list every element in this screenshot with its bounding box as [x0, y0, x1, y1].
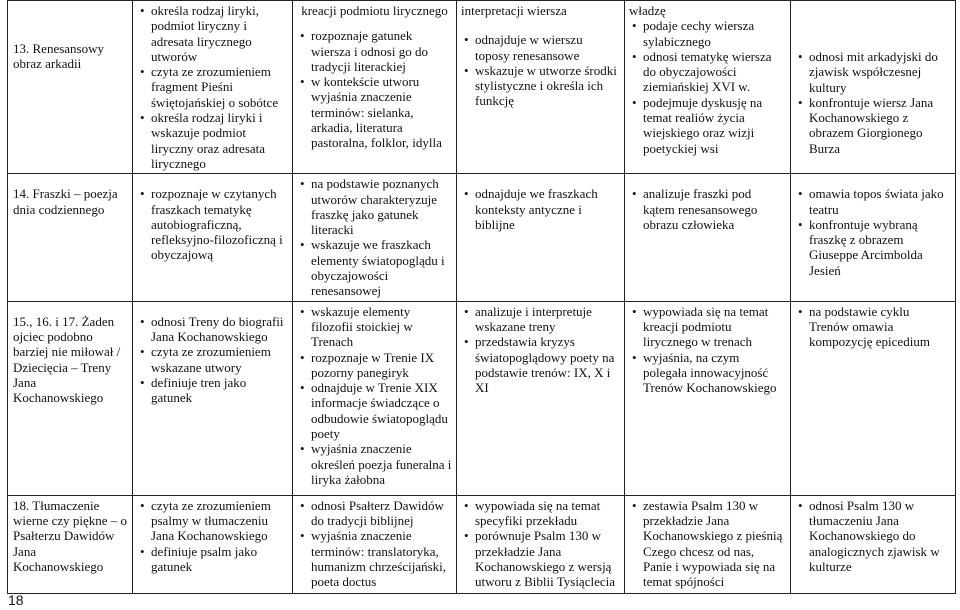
list-item: • odnajduje w wierszu toposy renesansowe	[475, 32, 620, 63]
requirements-cell	[625, 301, 791, 495]
requirements-cell	[791, 495, 956, 593]
list-item: • odnosi Psałterz Dawidów do tradycji biblijnej	[311, 498, 452, 529]
list-item: • odnosi tematykę wiersza do obyczajowości ziemiańskiej XVI w.	[643, 49, 786, 95]
table-row	[8, 495, 956, 593]
lesson-title-text: 18. Tłumaczenie wierne czy piękne – o Psałterzu Dawidów Jana Kochanowskiego	[13, 497, 128, 574]
list-item: • podejmuje dyskusję na temat realiów życia wiejskiego oraz wizji poetyckiej wsi	[643, 95, 786, 156]
requirements-cell	[791, 301, 956, 495]
requirements-cell	[293, 495, 457, 593]
list-item: • konfrontuje wiersz Jana Kochanowskiego z obrazem Giorgionego Burza	[809, 95, 951, 156]
list-item: • na podstawie cyklu Trenów omawia kompozycję epicedium	[809, 304, 951, 350]
list-item: • wyjaśnia, na czym polegała innowacyjność Trenów Kochanowskiego	[643, 350, 786, 396]
list-item: • czyta ze zrozumieniem psalmy w tłumaczeniu Jana Kochanowskiego	[151, 498, 288, 544]
list-item: • odnosi Treny do biografii Jana Kochanowskiego	[151, 314, 288, 345]
lesson-title-text: 15., 16. i 17. Żaden ojciec podobno barziej nie miłował / Dziecięcia – Treny Jana Kochanowskiego	[13, 313, 121, 406]
requirements-cell	[293, 1, 457, 174]
table-row	[8, 301, 956, 495]
list-item: • rozpoznaje w czytanych fraszkach tematykę autobiograficzną, refleksyjno-filozoficzną i obyczajową	[151, 186, 288, 262]
list-item: • czyta ze zrozumieniem wskazane utwory	[151, 344, 288, 375]
continued-text: władzę	[629, 3, 666, 18]
list-item: • określa rodzaj liryki, podmiot liryczny i adresata lirycznego utworów	[151, 3, 288, 64]
list-item: • podaje cechy wiersza sylabicznego	[643, 18, 786, 49]
list-item: • wskazuje we fraszkach elementy światopoglądu i obyczajowości renesansowej	[311, 237, 452, 298]
list-item: • zestawia Psalm 130 w przekładzie Jana Kochanowskiego z pieśnią Czego chcesz od nas, Panie i wypowiada się na temat spójności	[643, 498, 786, 590]
list-item: • rozpoznaje w Trenie IX pozorny panegiryk	[311, 350, 452, 381]
list-item: • określa rodzaj liryki i wskazuje podmiot liryczny oraz adresata lirycznego	[151, 110, 288, 171]
list-item: • wyjaśnia znaczenie terminów: translatoryka, humanizm chrześcijański, poeta doctus	[311, 528, 452, 589]
requirements-cell	[133, 1, 293, 174]
requirements-cell	[133, 495, 293, 593]
requirements-cell	[457, 1, 625, 174]
continued-text: interpretacji wiersza	[461, 3, 567, 18]
list-item: • odnosi mit arkadyjski do zjawisk współczesnej kultury	[809, 49, 951, 95]
requirements-cell	[625, 1, 791, 174]
list-item: • wypowiada się na temat kreacji podmiotu lirycznego w trenach	[643, 304, 786, 350]
list-item: • definiuje psalm jako gatunek	[151, 544, 288, 575]
page-number: 18	[8, 592, 24, 608]
list-item: • konfrontuje wybraną fraszkę z obrazem Giuseppe Arcimbolda Jesień	[809, 217, 951, 278]
list-item: • omawia topos świata jako teatru	[809, 186, 951, 217]
lesson-title	[8, 495, 133, 593]
lesson-title	[8, 174, 133, 301]
requirements-cell	[133, 174, 293, 301]
list-item: • analizuje fraszki pod kątem renesansowego obrazu człowieka	[643, 186, 786, 232]
list-item: • przedstawia kryzys światopoglądowy poety na podstawie trenów: IX, X i XI	[475, 334, 620, 395]
lesson-title-text: 14. Fraszki – poezja dnia codziennego	[13, 186, 118, 217]
requirements-cell	[293, 301, 457, 495]
requirements-cell	[457, 301, 625, 495]
list-item: • w kontekście utworu wyjaśnia znaczenie terminów: sielanka, arkadia, literatura pastoralna, folklor, idylla	[311, 74, 452, 150]
requirements-cell	[457, 495, 625, 593]
list-item: • wypowiada się na temat specyfiki przekładu	[475, 498, 620, 529]
list-item: • wskazuje elementy filozofii stoickiej w Trenach	[311, 304, 452, 350]
requirements-cell	[791, 174, 956, 301]
lesson-title-text: 13. Renesansowy obraz arkadii	[13, 41, 104, 72]
requirements-cell	[791, 1, 956, 174]
lesson-title	[8, 1, 133, 174]
requirements-cell	[133, 301, 293, 495]
lesson-title	[8, 301, 133, 495]
requirements-cell	[293, 174, 457, 301]
list-item: • definiuje tren jako gatunek	[151, 375, 288, 406]
list-item: • odnosi Psalm 130 w tłumaczeniu Jana Kochanowskiego do analogicznych zjawisk w kulturze	[809, 498, 951, 574]
list-item: • wskazuje w utworze środki stylistyczne i określa ich funkcję	[475, 63, 620, 109]
list-item: • analizuje i interpretuje wskazane treny	[475, 304, 620, 335]
list-item: • czyta ze zrozumieniem fragment Pieśni świętojańskiej o sobótce	[151, 64, 288, 110]
continued-text: kreacji podmiotu lirycznego	[301, 3, 448, 18]
list-item: • odnajduje we fraszkach konteksty antyczne i biblijne	[475, 186, 620, 232]
list-item: • na podstawie poznanych utworów charakteryzuje fraszkę jako gatunek literacki	[311, 176, 452, 237]
curriculum-table	[7, 0, 956, 594]
list-item: • porównuje Psalm 130 w przekładzie Jana Kochanowskiego z wersją utworu z Biblii Tysiąclecia	[475, 528, 620, 589]
list-item: • rozpoznaje gatunek wiersza i odnosi go do tradycji literackiej	[311, 28, 452, 74]
list-item: • wyjaśnia znaczenie określeń poezja funeralna i liryka żałobna	[311, 441, 452, 487]
requirements-cell	[625, 174, 791, 301]
requirements-cell	[457, 174, 625, 301]
table-row	[8, 174, 956, 301]
table-row	[8, 1, 956, 174]
requirements-cell	[625, 495, 791, 593]
list-item: • odnajduje w Trenie XIX informacje świadczące o odbudowie światopoglądu poety	[311, 380, 452, 441]
